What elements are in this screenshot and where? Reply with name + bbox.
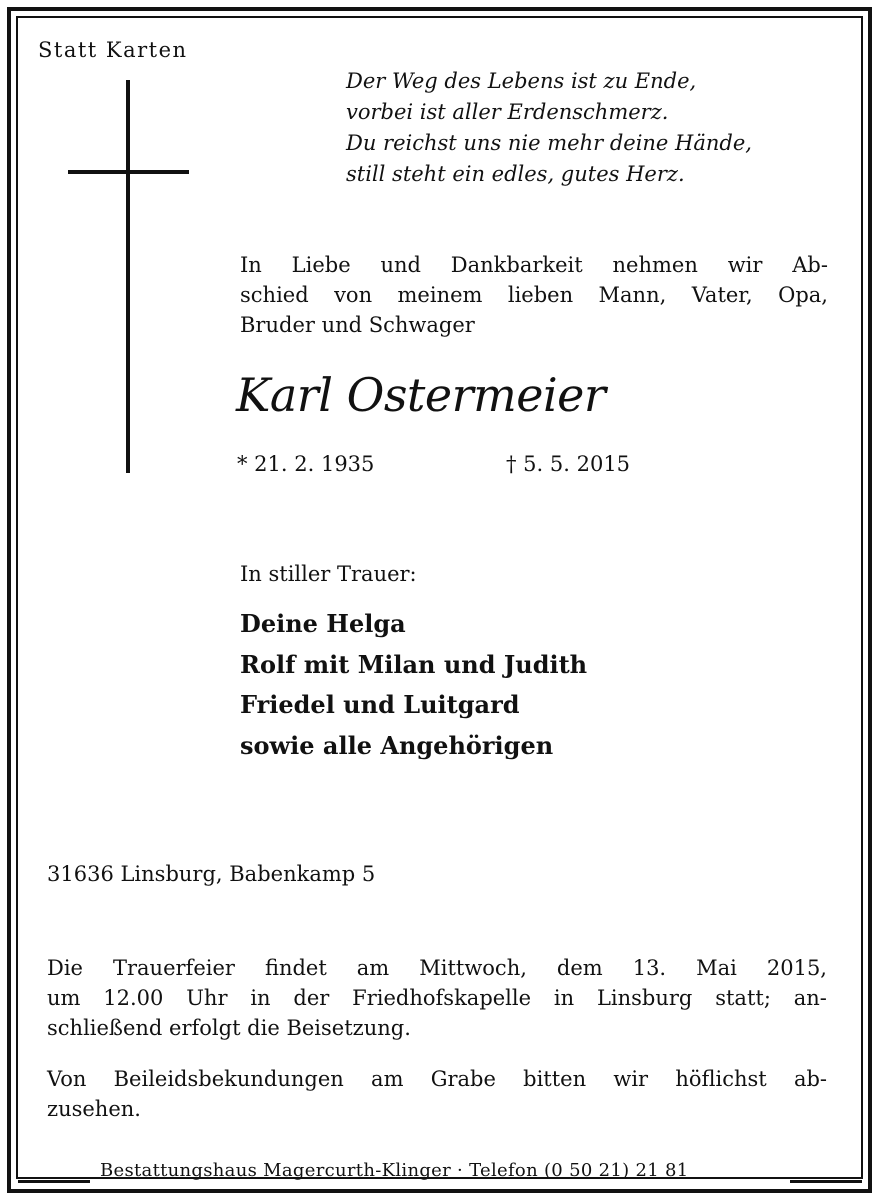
mourners-list [240,604,587,766]
word: Vater, [691,283,753,307]
word: statt; [715,986,771,1010]
condolence-line [47,1064,827,1094]
mourner-name: Friedel und Luitgard [240,690,520,719]
ceremony-line: schließend erfolgt die Beisetzung. [47,1016,411,1040]
word: Grabe [430,1067,496,1091]
condolence-text [47,1064,827,1124]
word: bitten [523,1067,587,1091]
word: am [356,956,390,980]
word: Mai [696,956,737,980]
word: meinem [397,283,483,307]
word: Mittwoch, [419,956,527,980]
word: Beileidsbekundungen [113,1067,344,1091]
mourner-name: sowie alle Angehörigen [240,730,554,760]
family-address: 31636 Linsburg, Babenkamp 5 [47,862,376,886]
word: Dankbarkeit [450,253,583,277]
footer-rule-right [790,1180,862,1183]
word: von [334,283,373,307]
word: Von [47,1067,87,1091]
word: am [371,1067,404,1091]
word: In [240,253,262,277]
mourning-heading: In stiller Trauer: [240,562,417,586]
word: Trauerfeier [112,956,235,980]
word: und [380,253,421,277]
word: Linsburg [596,986,693,1010]
poem [346,66,752,190]
ceremony-line [47,953,827,983]
word: Friedhofskapelle [352,986,532,1010]
word: 12.00 [103,986,164,1010]
word: 13. [632,956,667,980]
word: an- [793,986,827,1010]
funeral-home-footer: Bestattungshaus Magercurth-Klinger · Telefon (0 50 21) 21 81 [100,1160,689,1181]
word: nehmen [612,253,698,277]
word: Die [47,956,83,980]
cross-horizontal-bar [68,170,189,174]
intro-line [240,280,828,310]
death-date: † 5. 5. 2015 [506,452,631,476]
ceremony-line [47,983,827,1013]
birth-date: * 21. 2. 1935 [237,452,375,476]
word: Opa, [778,283,828,307]
footer-rule-left [18,1180,90,1183]
word: ab- [793,1067,827,1091]
intro-line [240,250,828,280]
intro-line: Bruder und Schwager [240,313,475,337]
word: Ab- [792,253,828,277]
word: Liebe [291,253,351,277]
mourner-name: Deine Helga [240,609,406,638]
mourner-name: Rolf mit Milan und Judith [240,649,588,679]
word: wir [613,1067,649,1091]
poem-line: Du reichst uns nie mehr deine Hände, [346,131,752,155]
word: Uhr [186,986,228,1010]
word: in [250,986,271,1010]
ceremony-text [47,953,827,1043]
word: schied [240,283,309,307]
word: wir [727,253,763,277]
word: höflichst [675,1067,767,1091]
word: in [553,986,575,1010]
poem-line: vorbei ist aller Erdenschmerz. [346,100,669,124]
poem-line: still steht ein edles, gutes Herz. [346,162,685,186]
word: Mann, [598,283,667,307]
word: der [293,986,330,1010]
word: lieben [507,283,574,307]
condolence-line: zusehen. [47,1097,141,1121]
cross-vertical-bar [126,80,130,473]
poem-line: Der Weg des Lebens ist zu Ende, [346,69,697,93]
statt-karten-note: Statt Karten [38,38,188,62]
deceased-name: Karl Ostermeier [236,368,606,422]
intro-text [240,250,828,340]
word: dem [556,956,603,980]
word: um [47,986,81,1010]
word: 2015, [766,956,827,980]
word: findet [264,956,327,980]
